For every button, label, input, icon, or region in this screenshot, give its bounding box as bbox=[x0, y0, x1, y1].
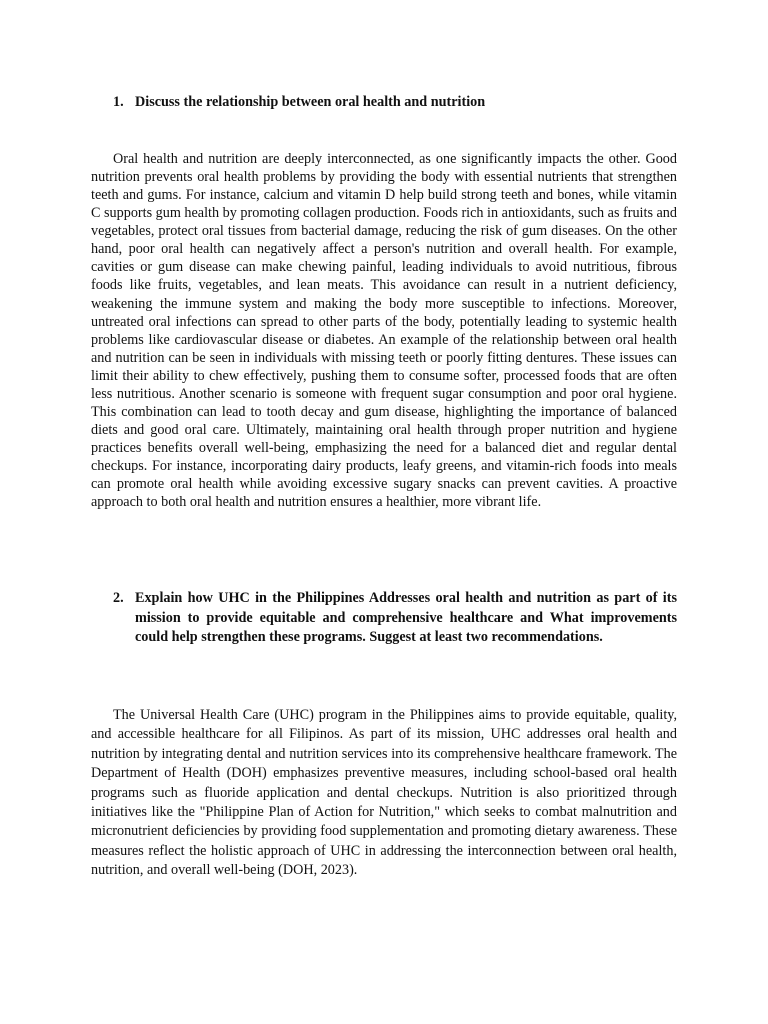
question-1-heading bbox=[113, 93, 677, 113]
answer-1-paragraph: Oral health and nutrition are deeply interconnected, as one significantly impacts the other. Good nutrition prevents oral health problems by providing the body with essential nutrients that strengthen teeth and gums. For instance, calcium and vitamin D help build strong teeth and bones, while vitamin C supports gum health by promoting collagen production. Foods rich in antioxidants, such as fruits and vegetables, protect oral tissues from bacterial damage, reducing the risk of gum diseases. On the other hand, poor oral health can negatively affect a person's nutrition and overall health. For example, cavities or gum disease can make chewing painful, leading individuals to avoid nutritious, fibrous foods like fruits, vegetables, and lean meats. This avoidance can result in a nutrient deficiency, weakening the immune system and making the body more susceptible to infections. Moreover, untreated oral infections can spread to other parts of the body, potentially leading to systemic health problems like cardiovascular disease or diabetes. An example of the relationship between oral health and nutrition can be seen in individuals with missing teeth or poorly fitting dentures. These issues can limit their ability to chew effectively, pushing them to consume softer, processed foods that are often less nutritious. Another scenario is someone with frequent sugar consumption and poor oral hygiene. This combination can lead to tooth decay and gum disease, highlighting the importance of balanced diets and good oral care. Ultimately, maintaining oral health through proper nutrition and hygiene practices benefits overall well-being, emphasizing the need for a balanced diet and regular dental checkups. For instance, incorporating dairy products, leafy greens, and vitamin-rich foods into meals can promote oral health while avoiding excessive sugary snacks can prevent cavities. A proactive approach to both oral health and nutrition ensures a healthier, more vibrant life. bbox=[91, 151, 677, 511]
question-1-text: Discuss the relationship between oral health and nutrition bbox=[135, 94, 486, 110]
question-2-text: Explain how UHC in the Philippines Addresses oral health and nutrition as part of its mission to provide equitable and comprehensive healthcare and What improvements could help strengthen these programs. Suggest at least two recommendations. bbox=[135, 590, 677, 645]
question-1-number: 1. bbox=[113, 94, 124, 110]
question-2-heading bbox=[113, 589, 677, 648]
answer-2-paragraph: The Universal Health Care (UHC) program in the Philippines aims to provide equitable, quality, and accessible healthcare for all Filipinos. As part of its mission, UHC addresses oral health and nutrition by integrating dental and nutrition services into its comprehensive healthcare framework. The Department of Health (DOH) emphasizes preventive measures, including school-based oral health programs such as fluoride application and dental checkups. Nutrition is also prioritized through initiatives like the "Philippine Plan of Action for Nutrition," which seeks to combat malnutrition and micronutrient deficiencies by providing food supplementation and promoting dietary awareness. These measures reflect the holistic approach of UHC in addressing the interconnection between oral health, nutrition, and overall well-being (DOH, 2023). bbox=[91, 707, 677, 879]
question-2-number: 2. bbox=[113, 590, 124, 606]
